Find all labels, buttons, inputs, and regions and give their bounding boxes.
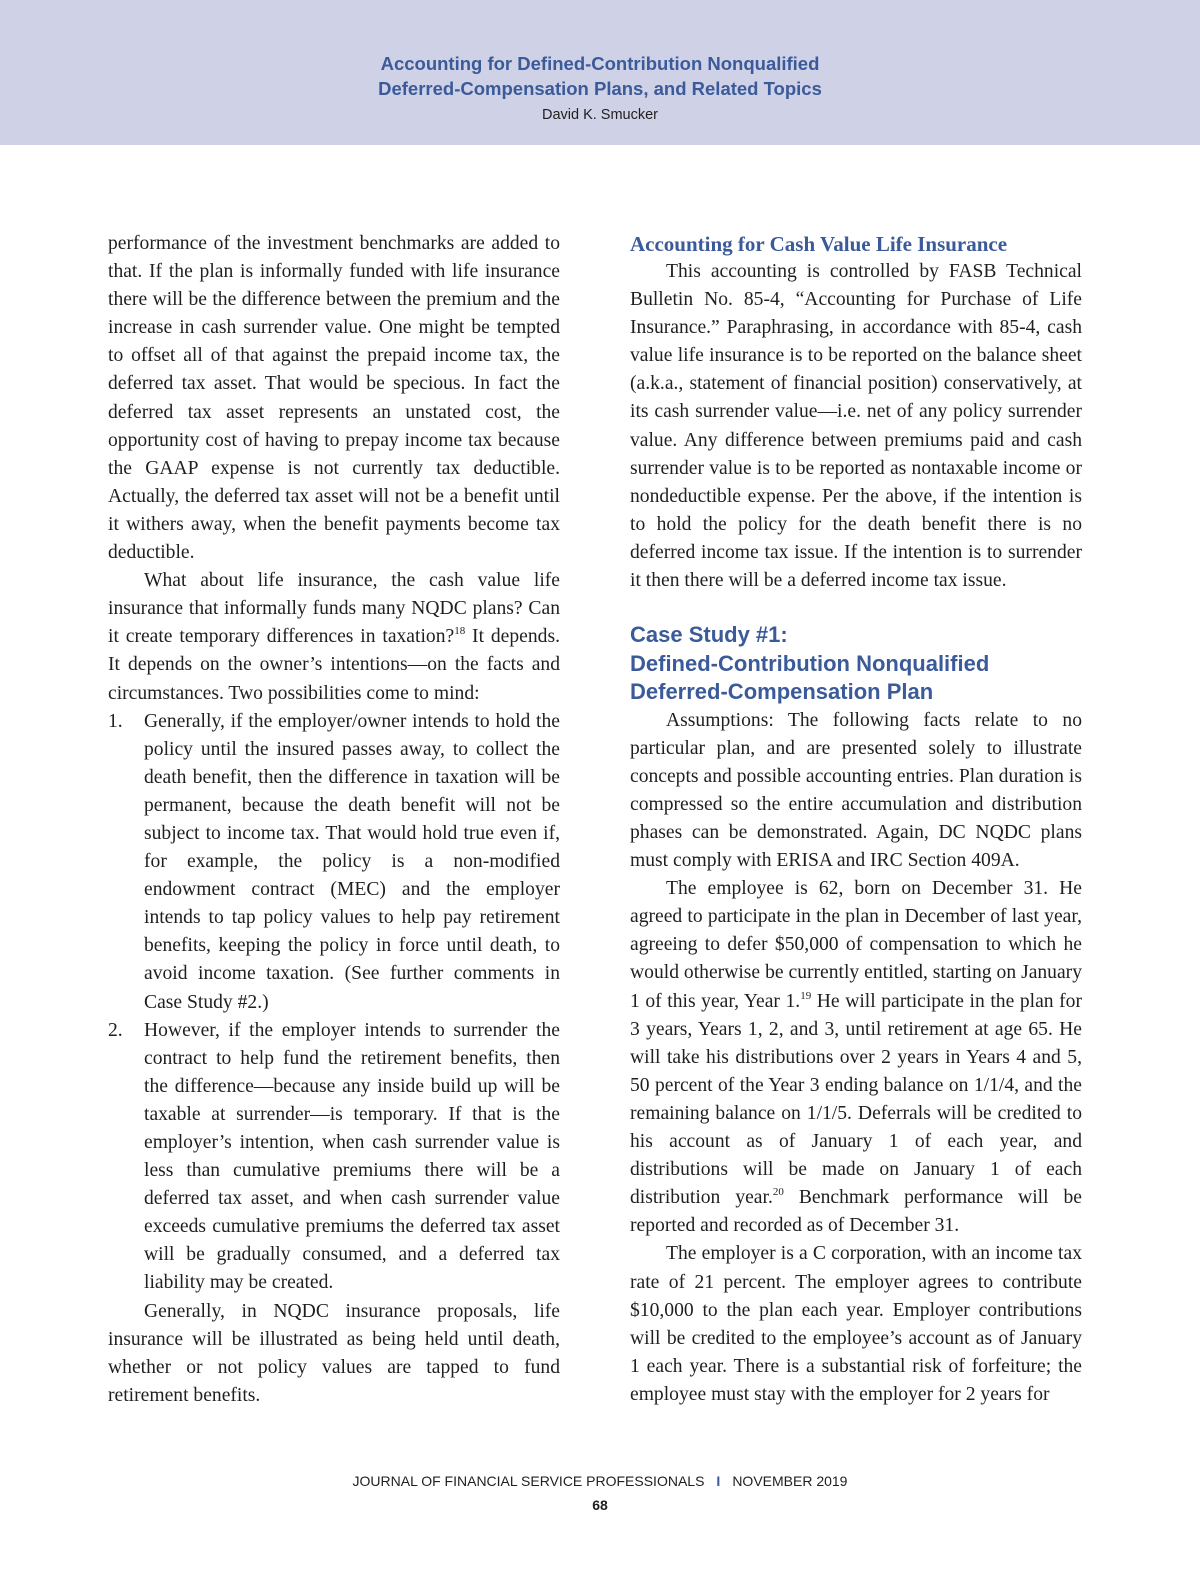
footer-line	[0, 1473, 1200, 1489]
right-paragraph-3-text-b: He will participate in the plan for 3 years, Years 1, 2, and 3, until retirement at age 65. He will take his distributions over 2 years in Years 4 and 5, 50 percent of the Year 3 ending balance on 1/1/4, and the remaining balance on 1/1/5. Deferrals will be credited to his account as of January 1 of each year, and distributions will be made on January 1 of each distribution year.	[630, 990, 1082, 1209]
right-paragraph-2: Assumptions: The following facts relate to no particular plan, and are presented solely to illustrate concepts and possible accounting entries. Plan duration is compressed so the entire accumulation and distribution phases can be demonstrated. Again, DC NQDC plans must comply with ERISA and IRC Section 409A.	[630, 709, 1082, 872]
list-item	[108, 708, 560, 1017]
section-heading-case-study-1	[630, 621, 1082, 707]
possibilities-list	[108, 708, 560, 1298]
article-title-line-2: Deferred-Compensation Plans, and Related Topics	[378, 78, 822, 99]
footnote-ref-18: 18	[454, 625, 466, 638]
right-paragraph-3-text-a: The employee is 62, born on December 31. He agreed to participate in the plan in December of last year, agreeing to defer $50,000 of compensation to which he would otherwise be currently entitled, starting on January 1 of this year, Year 1.	[630, 878, 1082, 1012]
journal-name: JOURNAL OF FINANCIAL SERVICE PROFESSIONALS	[352, 1473, 705, 1489]
running-footer	[0, 1473, 1200, 1513]
section-heading-cash-value-life-insurance: Accounting for Cash Value Life Insurance	[630, 232, 1008, 256]
right-column	[630, 230, 1082, 1409]
footnote-ref-19: 19	[800, 989, 812, 1002]
issue-date: NOVEMBER 2019	[732, 1473, 848, 1489]
list-item-number: 2.	[108, 1019, 123, 1041]
article-title-line-1: Accounting for Defined-Contribution Nonqualified	[380, 53, 820, 74]
footnote-ref-20: 20	[772, 1186, 784, 1199]
left-paragraph-2-text-b: It depends. It depends on the owner’s intentions—on the facts and circumstances. Two possibilities come to mind:	[108, 626, 560, 704]
list-item	[108, 1017, 560, 1298]
right-paragraph-3	[630, 875, 1082, 1240]
list-item-text: However, if the employer intends to surrender the contract to help fund the retirement benefits, then the difference—because any inside build up will be taxable at surrender—is temporary. If that is the employer’s intention, when cash surrender value is less than cumulative premiums there will be a deferred tax asset, and when cash surrender value exceeds cumulative premiums the deferred tax asset will be gradually consumed, and a deferred tax liability may be created.	[144, 1019, 560, 1294]
left-paragraph-3: Generally, in NQDC insurance proposals, life insurance will be illustrated as being held until death, whether or not policy values are tapped to fund retirement benefits.	[108, 1300, 560, 1406]
footer-separator: I	[716, 1473, 721, 1489]
right-paragraph-3-text-c: Benchmark performance will be reported and recorded as of December 31.	[630, 1187, 1082, 1237]
case-study-heading-line-1: Case Study #1:	[630, 622, 788, 648]
case-study-heading-line-2: Defined-Contribution Nonqualified	[630, 650, 990, 676]
right-paragraph-1: This accounting is controlled by FASB Technical Bulletin No. 85-4, “Accounting for Purchase of Life Insurance.” Paraphrasing, in accordance with 85-4, cash value life insurance is to be reported on the balance sheet (a.k.a., statement of financial position) conservatively, at its cash surrender value—i.e. net of any policy surrender value. Any difference between premiums paid and cash surrender value is to be reported as nontaxable income or nondeductible expense. Per the above, if the intention is to hold the policy for the death benefit there is no deferred income tax issue. If the intention is to surrender it then there will be a deferred income tax issue.	[630, 261, 1082, 592]
case-study-heading-line-3: Deferred-Compensation Plan	[630, 679, 934, 705]
page-number: 68	[592, 1497, 608, 1513]
article-author: David K. Smucker	[541, 107, 659, 123]
left-paragraph-1: performance of the investment benchmarks are added to that. If the plan is informally funded with life insurance there will be the difference between the premium and the increase in cash surrender value. One might be tempted to offset all of that against the prepaid income tax, the deferred tax asset. That would be specious. In fact the deferred tax asset represents an unstated cost, the opportunity cost of having to prepay income tax because the GAAP expense is not currently tax deductible. Actually, the deferred tax asset will not be a benefit until it withers away, when the benefit payments become tax deductible.	[108, 233, 560, 564]
left-column	[108, 230, 560, 1410]
running-header	[0, 0, 1200, 145]
list-item-text: Generally, if the employer/owner intends to hold the policy until the insured passes away, to collect the death benefit, then the difference in taxation will be permanent, because the death benefit will not be subject to income tax. That would hold true even if, for example, the policy is a non-modified endowment contract (MEC) and the employer intends to tap policy values to help pay retirement benefits, keeping the policy in force until death, to avoid income taxation. (See further comments in Case Study #2.)	[144, 710, 560, 1013]
list-item-number: 1.	[108, 710, 123, 732]
left-paragraph-2	[108, 567, 560, 707]
left-paragraph-2-text-a: What about life insurance, the cash value life insurance that informally funds many NQDC plans? Can it create temporary differences in taxation?	[108, 570, 560, 648]
right-paragraph-4: The employer is a C corporation, with an income tax rate of 21 percent. The employer agrees to contribute $10,000 to the plan each year. Employer contributions will be credited to the employee’s account as of January 1 each year. There is a substantial risk of forfeiture; the employee must stay with the employer for 2 years for	[630, 1243, 1082, 1405]
